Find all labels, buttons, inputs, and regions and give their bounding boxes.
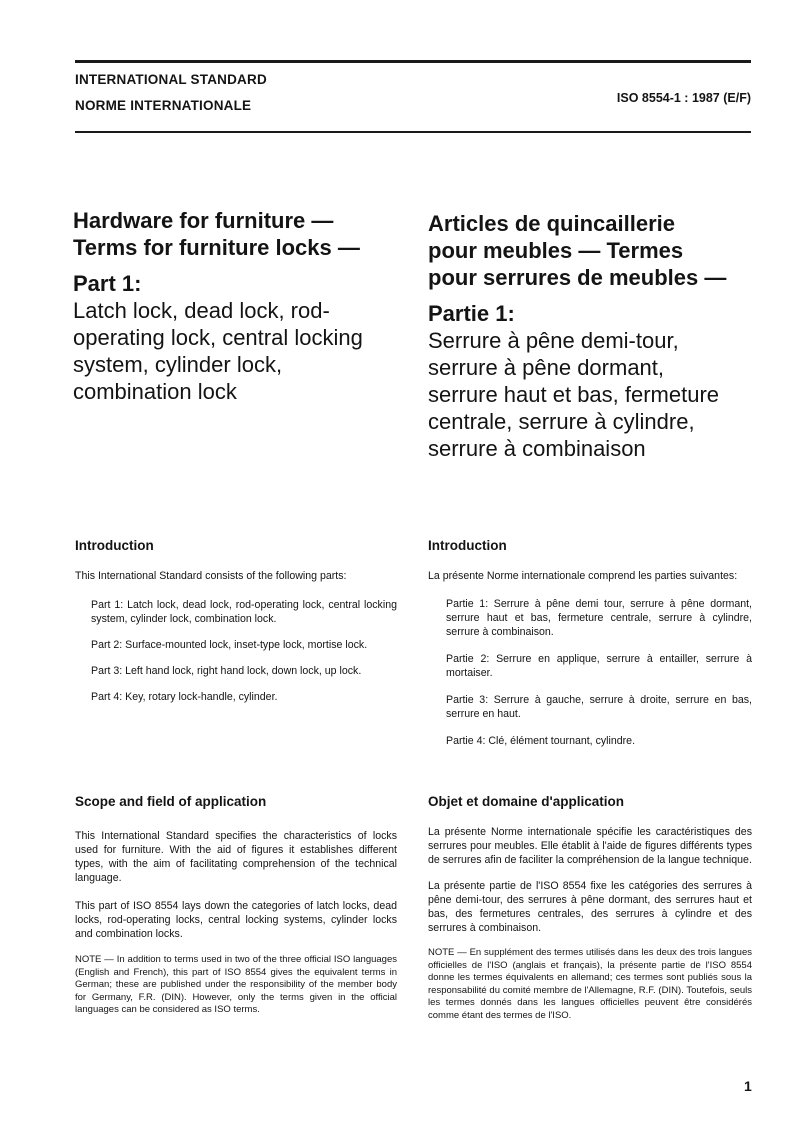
intro-heading-fr: Introduction [428,538,507,553]
subtitle-fr-line5: serrure à combinaison [428,436,646,461]
intro-part1-fr: Partie 1: Serrure à pêne demi tour, serrure à pêne dormant, serrure haut et bas, fermeture centrale, serrure à cylindre, serrure à combinaison. [446,598,752,638]
scope-body-fr [428,825,752,1023]
title-fr-line3: pour serrures de meubles — [428,265,727,290]
title-en-line2: Terms for furniture locks — [73,235,360,260]
standard-label-fr: NORME INTERNATIONALE [75,98,252,113]
intro-body-en [75,569,397,704]
top-rule [75,60,751,63]
scope-paragraph2-fr: La présente partie de l'ISO 8554 fixe les catégories des serrures à pêne demi-tour, des serrures à pêne dormant, des serrures haut et bas, des fermetures centrales, des serrures à cylindre et des serrures à combinaison. [428,880,752,934]
scope-heading-en: Scope and field of application [75,794,267,809]
subtitle-fr-line3: serrure haut et bas, fermeture [428,382,720,407]
title-block-fr [428,210,758,462]
intro-heading-en: Introduction [75,538,154,553]
scope-paragraph1-en: This International Standard specifies the characteristics of locks used for furniture. With the aid of figures it establishes different types, with the aim of facilitating comprehension of the technical language. [75,830,397,884]
scope-body-en [75,829,397,1017]
header-bottom-rule [75,131,751,133]
subtitle-en-line4: combination lock [73,379,237,404]
intro-lead-fr: La présente Norme internationale comprend les parties suivantes: [428,570,738,582]
title-en-line1: Hardware for furniture — [73,208,334,233]
intro-part3-en: Part 3: Left hand lock, right hand lock, down lock, up lock. [91,665,362,677]
title-fr-line1: Articles de quincaillerie [428,211,675,236]
scope-heading-fr: Objet et domaine d'application [428,794,624,809]
scope-note-fr: NOTE — En supplément des termes utilisés dans les deux des trois langues officielles de l'ISO (anglais et français), la présente partie de l'ISO 8554 donne les termes équivalents en allemand; ces termes sont publiés sous la responsabilité du comité membre de l'Allemagne, R.F. (DIN). Toutefois, seuls les termes donnés dans les langues officielles peuvent être considérés comme étant des termes de l'ISO. [428,947,752,1021]
intro-part1-en: Part 1: Latch lock, dead lock, rod-operating lock, central locking system, cylinder lock, combination lock. [91,599,397,625]
title-block-en [73,207,363,405]
intro-lead-en: This International Standard consists of the following parts: [75,570,347,582]
intro-part2-en: Part 2: Surface-mounted lock, inset-type lock, mortise lock. [91,639,368,651]
part-label-fr: Partie 1: [428,301,515,326]
intro-part4-en: Part 4: Key, rotary lock-handle, cylinder. [91,691,278,703]
subtitle-fr-line1: Serrure à pêne demi-tour, [428,328,679,353]
scope-note-en: NOTE — In addition to terms used in two of the three official ISO languages (English and French), this part of ISO 8554 gives the equivalent terms in German; these are published under the responsibility of the member body for Germany, F.R. (DIN). However, only the terms given in the official languages can be considered as ISO terms. [75,954,397,1016]
subtitle-en-line1: Latch lock, dead lock, rod- [73,298,330,323]
document-number: ISO 8554-1 : 1987 (E/F) [616,91,751,105]
intro-part4-fr: Partie 4: Clé, élément tournant, cylindre. [446,735,636,747]
intro-part3-fr: Partie 3: Serrure à gauche, serrure à droite, serrure en bas, serrure en haut. [446,694,752,720]
scope-paragraph1-fr: La présente Norme internationale spécifie les caractéristiques des serrures pour meubles. Elle établit à l'aide de figures différents types de serrures afin de faciliter la compréhension de la langue technique. [428,826,752,866]
intro-part2-fr: Partie 2: Serrure en applique, serrure à entailler, serrure à mortaiser. [446,653,752,679]
subtitle-fr-line2: serrure à pêne dormant, [428,355,665,380]
part-label-en: Part 1: [73,271,142,296]
title-fr-line2: pour meubles — Termes [428,238,684,263]
scope-paragraph2-en: This part of ISO 8554 lays down the categories of latch locks, dead locks, rod-operating locks, central locking systems, cylinder locks and combination locks. [75,900,397,940]
subtitle-en-line3: system, cylinder lock, [73,352,283,377]
subtitle-fr-line4: centrale, serrure à cylindre, [428,409,695,434]
page-number: 1 [744,1078,752,1094]
subtitle-en-line2: operating lock, central locking [73,325,363,350]
standard-label-en: INTERNATIONAL STANDARD [75,72,267,87]
intro-body-fr [428,569,752,748]
